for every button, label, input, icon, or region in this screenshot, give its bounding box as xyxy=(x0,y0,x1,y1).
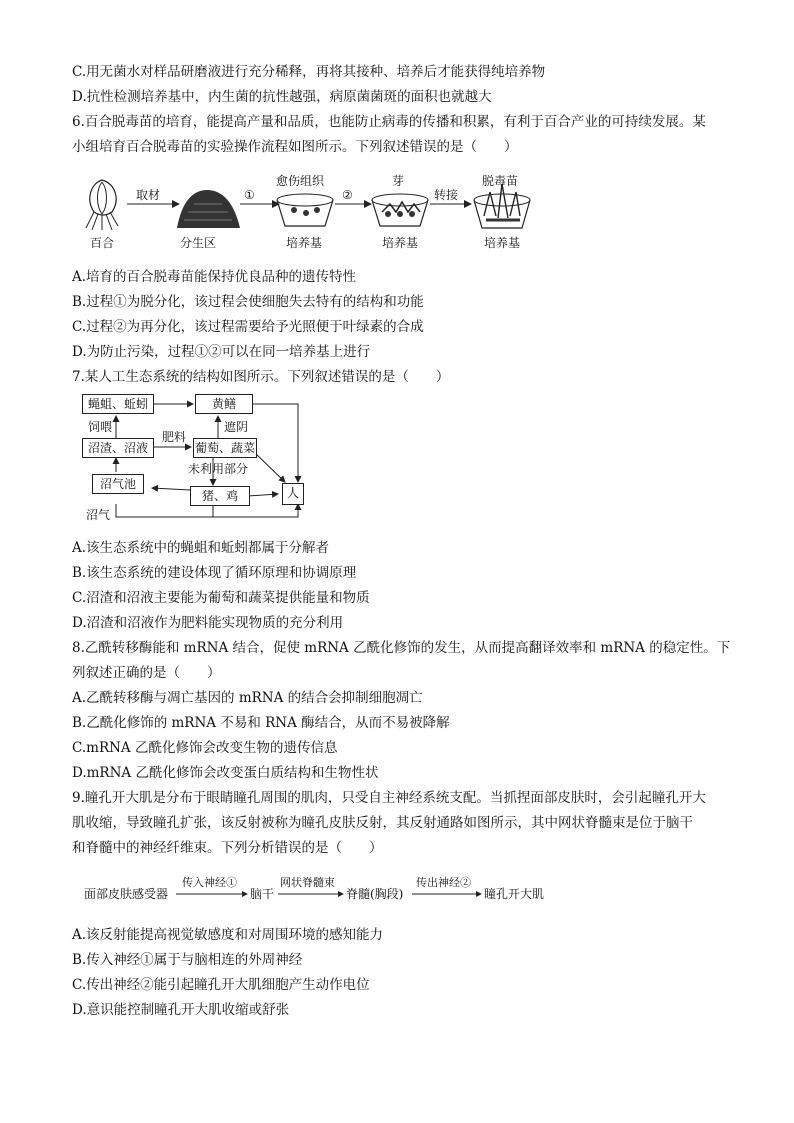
q9-option-b: B.传入神经①属于与脑相连的外周神经 xyxy=(72,952,303,968)
label-unused-part: 未利用部分 xyxy=(188,462,249,476)
q8-stem-line-2: 列叙述正确的是（ ） xyxy=(72,665,221,681)
q5-option-c: C.用无菌水对样品研磨液进行充分稀释，再将其接种、培养后才能获得纯培养物 xyxy=(72,64,546,80)
culture-dish-1 xyxy=(277,194,333,226)
meristem-illustration xyxy=(177,190,240,228)
box-biogas-digester: 沼气池 xyxy=(92,474,144,494)
q8-option-b: B.乙酰化修饰的 mRNA 不易和 RNA 酶结合，从而不易被降解 xyxy=(72,715,450,731)
q8-stem-line-1: 8.乙酰转移酶能和 mRNA 结合，促使 mRNA 乙酰化修饰的发生，从而提高翻译效率和 mRNA 的稳定性。下 xyxy=(72,640,731,656)
label-step-2: ② xyxy=(342,188,353,202)
label-transfer: 转接 xyxy=(434,188,459,202)
q9-option-a: A.该反射能提高视觉敏感度和对周围环境的感知能力 xyxy=(72,927,384,943)
label-spinal-cord: 脊髓(胸段) xyxy=(346,887,404,901)
q9-reflex-pathway xyxy=(84,876,584,908)
culture-dish-3 xyxy=(474,184,530,228)
label-brainstem: 脑干 xyxy=(250,887,275,901)
q6-stem-line-2: 小组培育百合脱毒苗的实验操作流程如图所示。下列叙述错误的是（ ） xyxy=(72,139,518,155)
label-step-1: ① xyxy=(244,188,255,202)
box-residue-liquid: 沼渣、沼液 xyxy=(82,438,154,458)
q7-option-c: C.沼渣和沼液主要能为葡萄和蔬菜提供能量和物质 xyxy=(72,590,370,606)
box-person: 人 xyxy=(282,483,304,505)
box-grape-vegetable: 葡萄、蔬菜 xyxy=(193,438,257,458)
q7-option-b: B.该生态系统的建设体现了循环原理和协调原理 xyxy=(72,565,357,581)
box-maggot-earthworm: 蝇蛆、蚯蚓 xyxy=(82,394,154,414)
label-meristem: 分生区 xyxy=(180,236,217,250)
culture-dish-2 xyxy=(372,194,428,226)
box-pig-chicken: 猪、鸡 xyxy=(190,486,250,506)
label-fertilizer: 肥料 xyxy=(162,430,187,444)
label-take-material: 取材 xyxy=(136,188,161,202)
q6-option-c: C.过程②为再分化，该过程需要给予光照便于叶绿素的合成 xyxy=(72,319,424,335)
q6-option-d: D.为防止污染，过程①②可以在同一培养基上进行 xyxy=(72,344,371,360)
label-shade: 遮阴 xyxy=(224,420,249,434)
lily-bulb-illustration xyxy=(86,180,118,230)
q9-option-c: C.传出神经②能引起瞳孔开大肌细胞产生动作电位 xyxy=(72,977,370,993)
label-efferent-nerve: 传出神经② xyxy=(416,876,471,889)
label-pupil-dilator: 瞳孔开大肌 xyxy=(484,887,545,901)
q9-stem-line-2: 肌收缩，导致瞳孔扩张，该反射被称为瞳孔皮肤反射，其反射通路如图所示，其中网状脊髓束是位于脑干 xyxy=(72,815,693,831)
q6-option-a: A.培育的百合脱毒苗能保持优良品种的遗传特性 xyxy=(72,269,357,285)
q8-option-c: C.mRNA 乙酰化修饰会改变生物的遗传信息 xyxy=(72,740,338,756)
label-afferent-nerve: 传入神经① xyxy=(182,876,237,889)
q6-figure xyxy=(72,170,572,255)
q7-option-d: D.沼渣和沼液作为肥料能实现物质的充分利用 xyxy=(72,615,344,631)
label-feed: 饲喂 xyxy=(88,420,113,434)
q7-stem: 7.某人工生态系统的结构如图所示。下列叙述错误的是（ ） xyxy=(72,369,450,385)
label-medium-1: 培养基 xyxy=(286,236,323,250)
q9-stem-line-1: 9.瞳孔开大肌是分布于眼睛瞳孔周围的肌肉，只受自主神经系统支配。当抓捏面部皮肤时，会引起瞳孔开大 xyxy=(72,790,706,806)
label-reticulospinal-tract: 网状脊髓束 xyxy=(280,876,335,889)
q7-figure xyxy=(78,392,308,527)
label-callus: 愈伤组织 xyxy=(276,174,325,188)
label-biogas: 沼气 xyxy=(86,508,111,522)
label-lily: 百合 xyxy=(90,236,115,250)
q5-option-d: D.抗性检测培养基中，内生菌的抗性越强，病原菌菌斑的面积也就越大 xyxy=(72,89,492,105)
q9-option-d: D.意识能控制瞳孔开大肌收缩或舒张 xyxy=(72,1002,290,1018)
box-eel: 黄鳝 xyxy=(195,394,253,414)
label-bud: 芽 xyxy=(392,174,405,188)
q9-stem-line-3: 和脊髓中的神经纤维束。下列分析错误的是（ ） xyxy=(72,840,383,856)
q8-option-a: A.乙酰转移酶与凋亡基因的 mRNA 的结合会抑制细胞凋亡 xyxy=(72,690,423,706)
q8-option-d: D.mRNA 乙酰化修饰会改变蛋白质结构和生物性状 xyxy=(72,765,379,781)
label-medium-3: 培养基 xyxy=(484,236,521,250)
label-virus-free-seedling: 脱毒苗 xyxy=(482,174,519,188)
q7-option-a: A.该生态系统中的蝇蛆和蚯蚓都属于分解者 xyxy=(72,540,330,556)
label-skin-receptor: 面部皮肤感受器 xyxy=(84,887,169,901)
q6-stem-line-1: 6.百合脱毒苗的培育，能提高产量和品质，也能防止病毒的传播和积累，有利于百合产业的可持续发展。某 xyxy=(72,114,706,130)
label-medium-2: 培养基 xyxy=(382,236,419,250)
q6-option-b: B.过程①为脱分化，该过程会使细胞失去特有的结构和功能 xyxy=(72,294,424,310)
